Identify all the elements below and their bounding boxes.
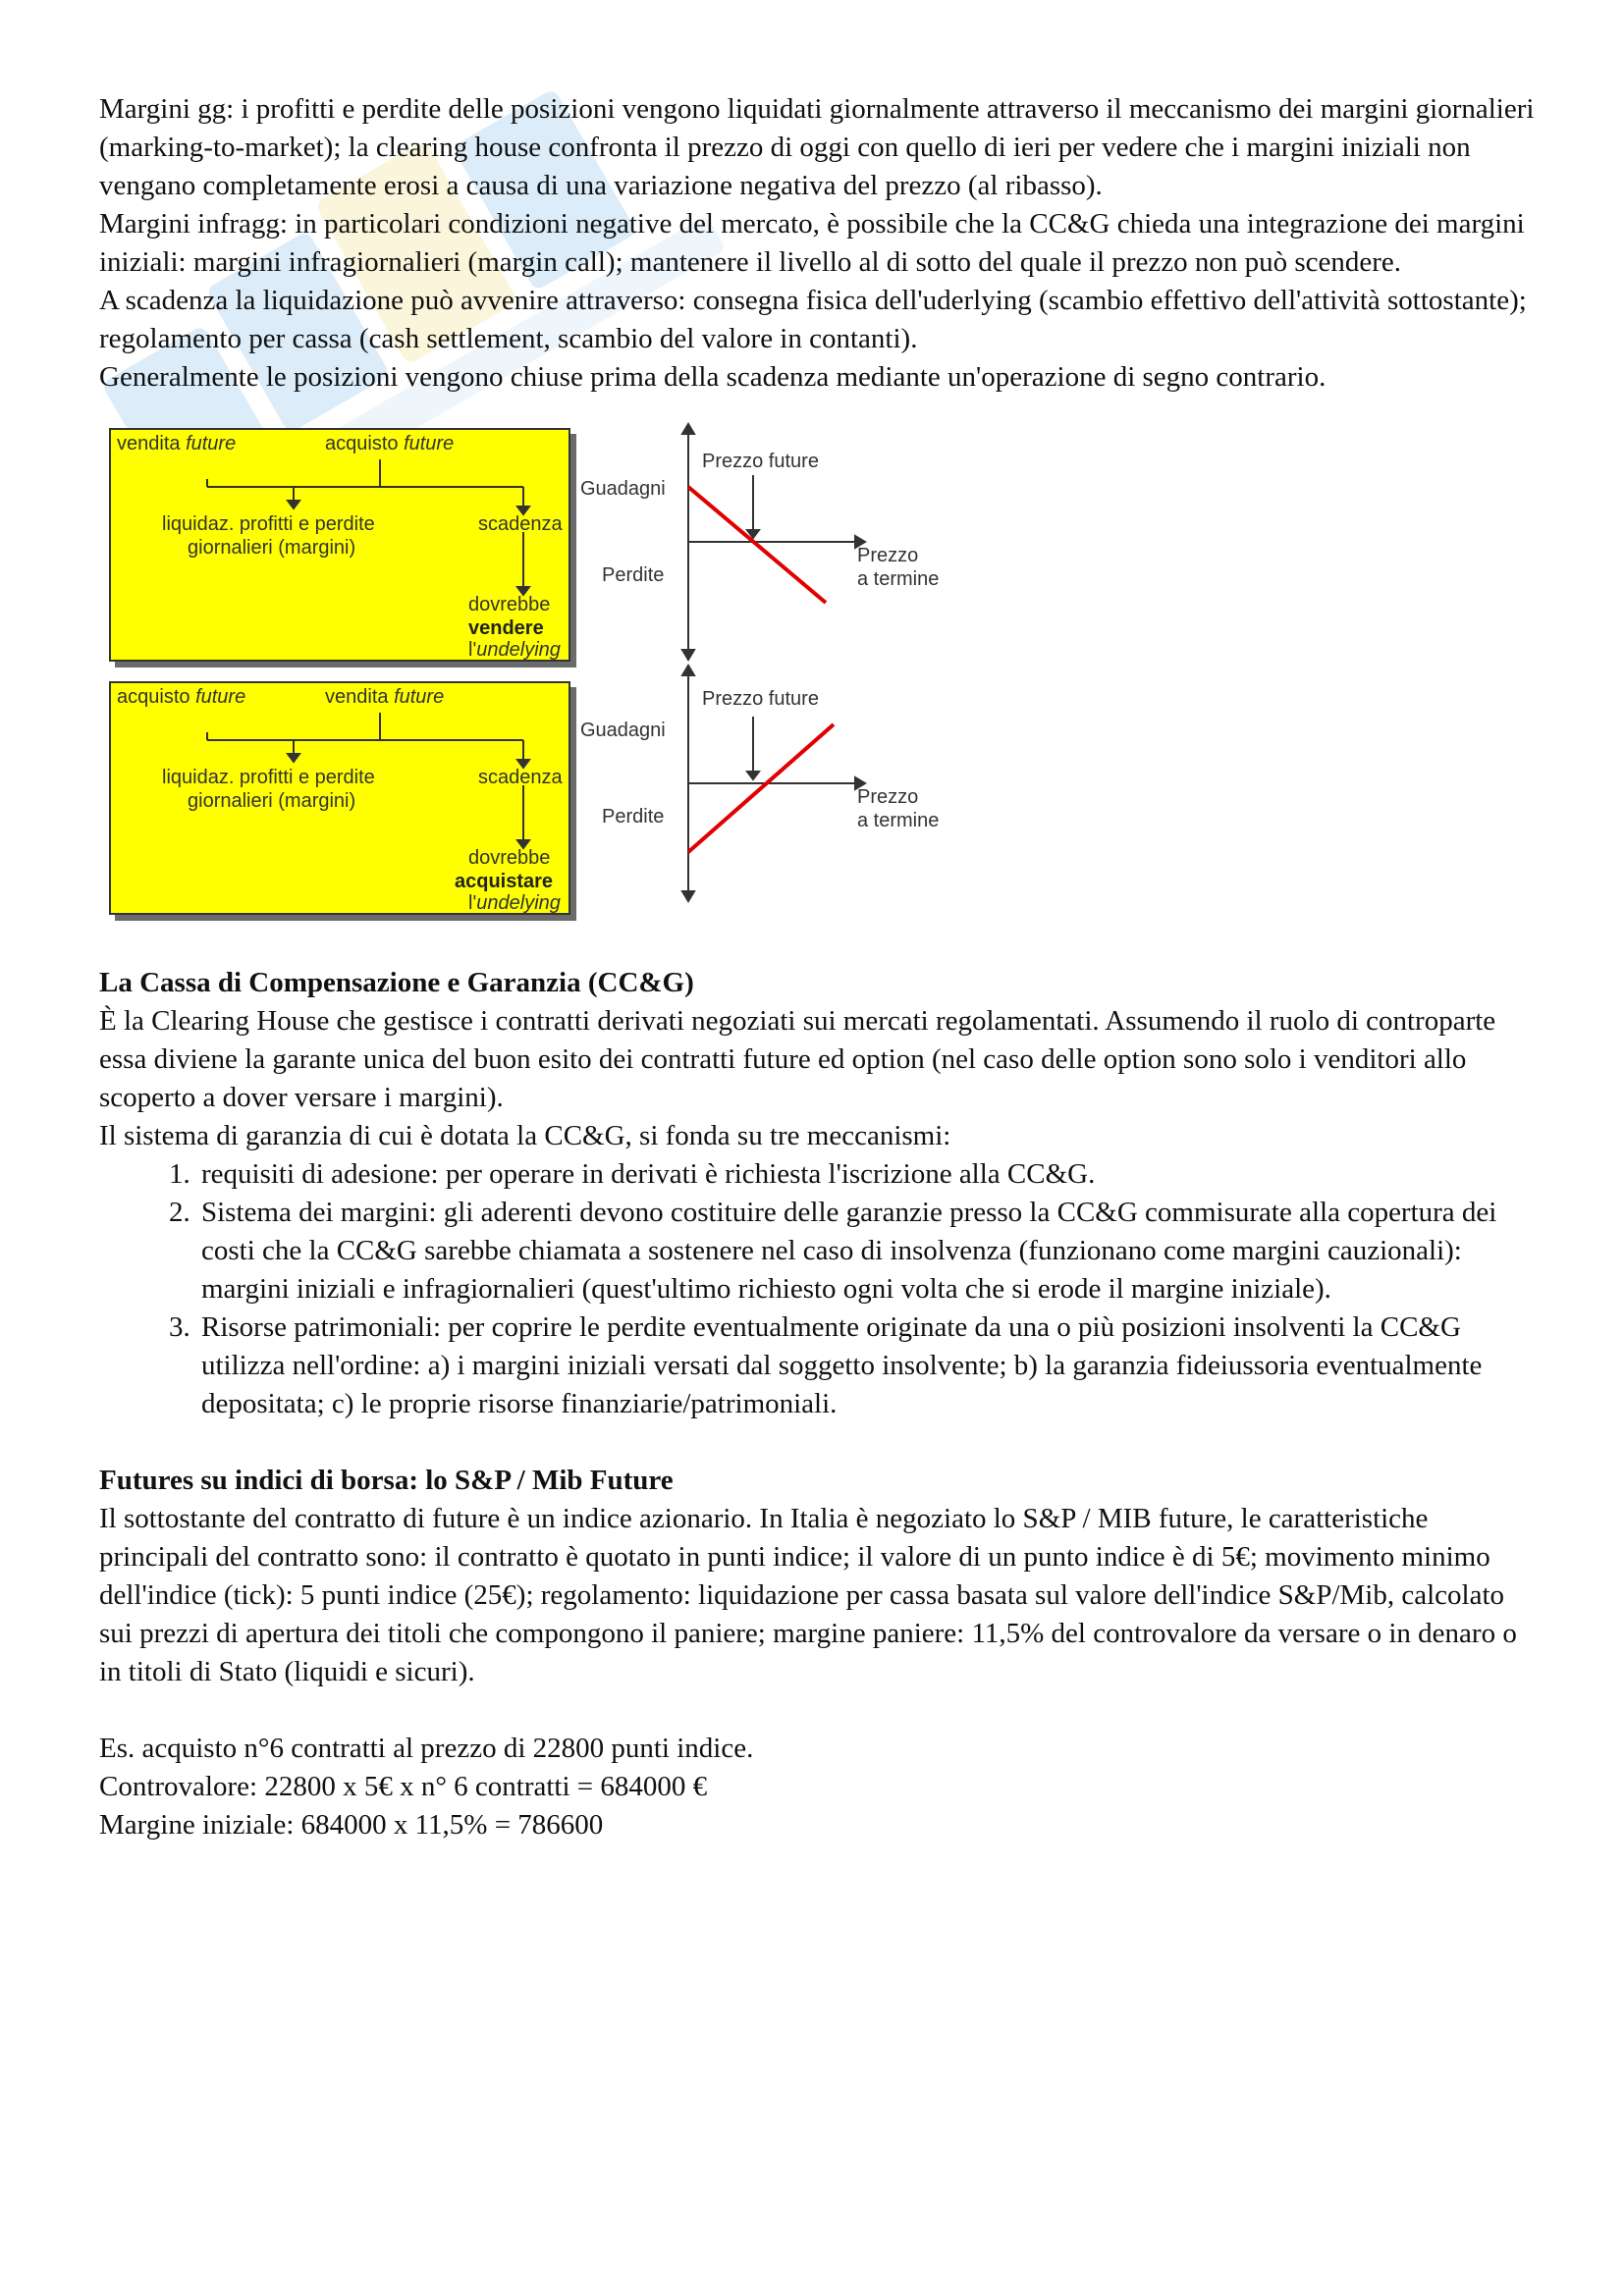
chart-line-long — [688, 724, 834, 852]
label-guadagni: Guadagni — [580, 478, 666, 500]
label-underlying-prefix-2: l' — [468, 892, 477, 914]
paragraph-futures: Il sottostante del contratto di future è un indice azionario. In Italia è negoziato lo S&P / MIB future, le caratteristiche principali del contratto sono: il contratto è quotato in punti indice; il valore di un punto indice è di 5€; movimento minimo dell'indice (tick): 5 punti indice (25€); regolamento: liquidazione per cassa basata sul valore dell'indice S&P/Mib, calcolato sui prezzi di apertura dei titoli che compongono il paniere; margine paniere: 11,5% del controvalore da versare o in denaro o in titoli di Stato (liquidi e sicuri). — [99, 1503, 1517, 1687]
label-underlying-prefix: l' — [468, 639, 477, 661]
label-acquisto-2: acquisto — [117, 686, 190, 708]
label-prezzo-future-2: Prezzo future — [702, 688, 819, 710]
label-a-termine: a termine — [857, 568, 940, 590]
diagram-vendita-future — [109, 428, 570, 662]
heading-ccg: La Cassa di Compensazione e Garanzia (CC&G) — [99, 967, 694, 998]
label-liquidaz-1: liquidaz. profitti e perdite — [162, 513, 375, 535]
label-acquisto-future-2: future — [195, 686, 246, 708]
label-vendita-2: vendita — [325, 686, 389, 708]
chart-line-short — [688, 487, 826, 603]
label-prezzo-2: Prezzo — [857, 786, 919, 808]
chart-vendita-future — [580, 420, 993, 666]
label-liquidaz-2-2: giornalieri (margini) — [188, 790, 356, 812]
chart-acquisto-future — [580, 662, 993, 907]
label-scadenza-2: scadenza — [478, 767, 563, 788]
label-scadenza: scadenza — [478, 513, 563, 535]
label-perdite-2: Perdite — [602, 806, 665, 828]
label-guadagni-2: Guadagni — [580, 720, 666, 741]
list-meccanismi — [99, 1155, 1543, 1423]
example-line-2: Controvalore: 22800 x 5€ x n° 6 contratti = 684000 € — [99, 1771, 708, 1802]
label-prezzo-future: Prezzo future — [702, 451, 819, 472]
label-underlying-2: undelying — [476, 892, 561, 914]
paragraph-chiusura: Generalmente le posizioni vengono chiuse prima della scadenza mediante un'operazione di segno contrario. — [99, 361, 1326, 393]
label-dovrebbe: dovrebbe — [468, 594, 551, 615]
label-perdite: Perdite — [602, 564, 665, 586]
futures-diagrams — [99, 408, 1543, 938]
heading-futures: Futures su indici di borsa: lo S&P / Mib Future — [99, 1465, 674, 1496]
label-liquidaz-1-2: liquidaz. profitti e perdite — [162, 767, 375, 788]
diagram-acquisto-future — [109, 681, 570, 915]
label-underlying: undelying — [476, 639, 561, 661]
label-vendita-future: future — [186, 433, 237, 454]
label-vendita: vendita — [117, 433, 181, 454]
list-item: 2. Sistema dei margini: gli aderenti devono costituire delle garanzie presso la CC&G commisurate alla copertura dei costi che la CC&G sarebbe chiamata a sostenere nel caso di insolvenza (funzionano come margini cauzionali): margini iniziali e infragiornalieri (quest'ultimo richiesto ogni volta che si erode il margine iniziale). — [197, 1194, 1543, 1308]
page-content — [99, 90, 1543, 1844]
label-liquidaz-2: giornalieri (margini) — [188, 537, 356, 559]
label-action-acquistare: acquistare — [455, 871, 554, 892]
label-acquisto-future: future — [404, 433, 455, 454]
paragraph-ccg-2: Il sistema di garanzia di cui è dotata la CC&G, si fonda su tre meccanismi: — [99, 1120, 951, 1151]
list-item: 1. requisiti di adesione: per operare in derivati è richiesta l'iscrizione alla CC&G. — [197, 1155, 1543, 1194]
label-vendita-future-2: future — [394, 686, 445, 708]
label-dovrebbe-2: dovrebbe — [468, 847, 551, 869]
example-line-3: Margine iniziale: 684000 x 11,5% = 786600 — [99, 1809, 604, 1841]
label-a-termine-2: a termine — [857, 810, 940, 831]
label-action-vendere: vendere — [468, 617, 544, 639]
paragraph-ccg-1: È la Clearing House che gestisce i contratti derivati negoziati sui mercati regolamentati. Assumendo il ruolo di controparte essa diviene la garante unica del buon esito dei contratti future ed option (nel caso delle option sono solo i venditori allo scoperto a dover versare i margini). — [99, 1005, 1496, 1113]
list-item: 3. Risorse patrimoniali: per coprire le perdite eventualmente originate da una o più posizioni insolventi la CC&G utilizza nell'ordine: a) i margini iniziali versati dal soggetto insolvente; b) la garanzia fideiussoria eventualmente depositata; c) le proprie risorse finanziarie/patrimoniali. — [197, 1308, 1543, 1423]
paragraph-margini-gg: Margini gg: i profitti e perdite delle posizioni vengono liquidati giornalmente attraverso il meccanismo dei margini giornalieri (marking-to-market); la clearing house confronta il prezzo di oggi con quello di ieri per vedere che i margini iniziali non vengano completamente erosi a causa di una variazione negativa del prezzo (al ribasso). — [99, 93, 1535, 201]
paragraph-margini-infragg: Margini infragg: in particolari condizioni negative del mercato, è possibile che la CC&G chieda una integrazione dei margini iniziali: margini infragiornalieri (margin call); mantenere il livello al di sotto del quale il prezzo non può scendere. — [99, 208, 1525, 278]
paragraph-scadenza: A scadenza la liquidazione può avvenire attraverso: consegna fisica dell'uderlying (scambio effettivo dell'attività sottostante); regolamento per cassa (cash settlement, scambio del valore in contanti). — [99, 285, 1527, 354]
example-line-1: Es. acquisto n°6 contratti al prezzo di 22800 punti indice. — [99, 1733, 754, 1764]
label-prezzo: Prezzo — [857, 545, 919, 566]
label-acquisto: acquisto — [325, 433, 399, 454]
